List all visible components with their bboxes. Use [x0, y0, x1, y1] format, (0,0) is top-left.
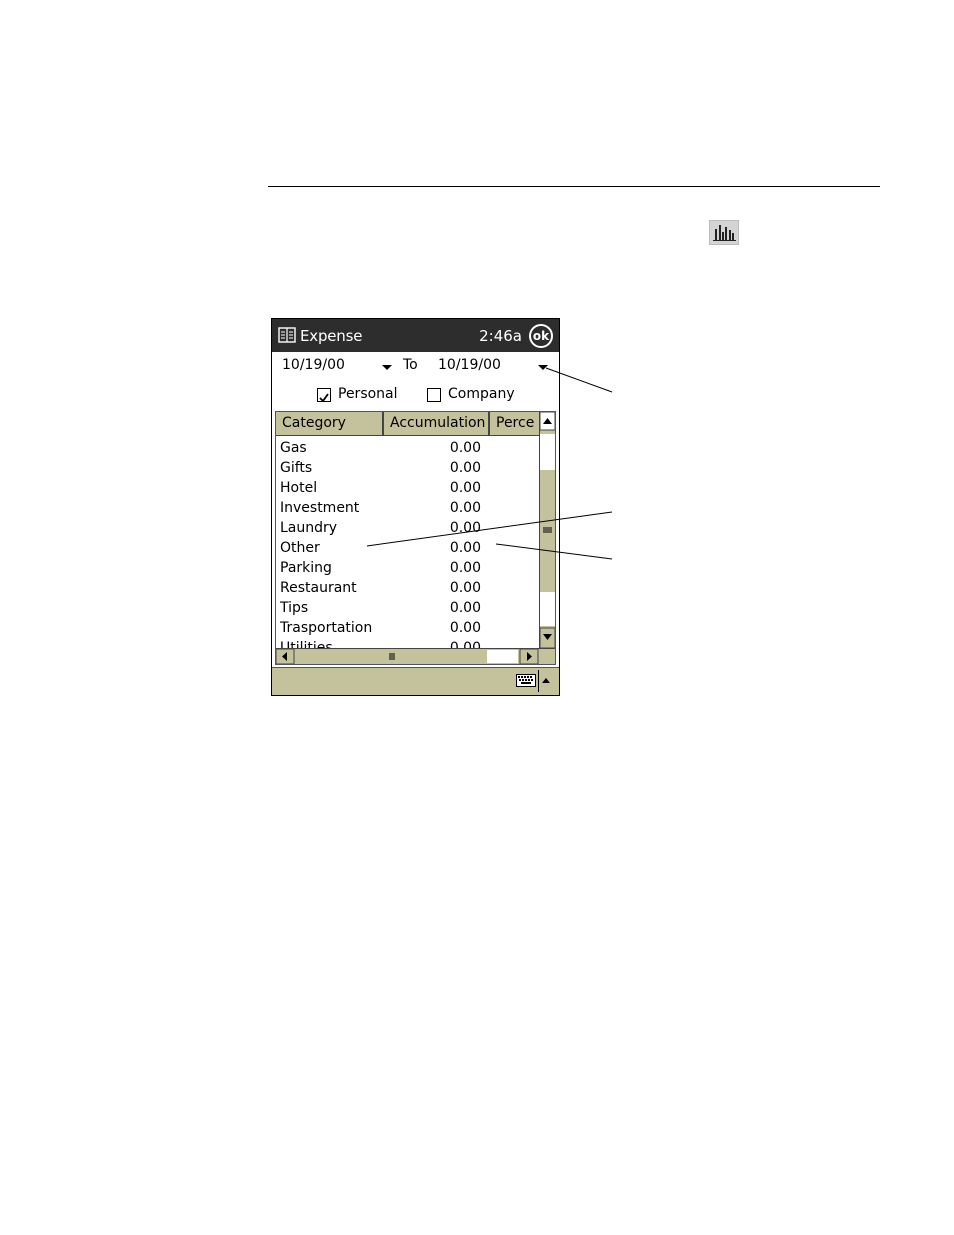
ok-button[interactable]: ok	[529, 324, 553, 348]
callout-line-value	[496, 544, 612, 559]
row-category: Trasportation	[280, 620, 373, 636]
row-category: Restaurant	[280, 580, 357, 596]
callout-line-date	[546, 368, 612, 392]
to-label: To	[403, 357, 418, 373]
row-accumulation: 0.00	[449, 600, 481, 616]
row-category: Parking	[280, 560, 332, 576]
row-accumulation: 0.00	[449, 480, 481, 496]
row-category: Hotel	[280, 480, 318, 496]
row-category: Other	[280, 540, 320, 556]
column-header-category[interactable]: Category	[276, 412, 384, 436]
row-accumulation: 0.00	[449, 560, 481, 576]
callout-line-category	[367, 512, 612, 546]
company-label: Company	[448, 386, 515, 402]
row-category: Gifts	[280, 460, 313, 476]
clock[interactable]: 2:46a	[479, 327, 522, 345]
from-date-field[interactable]: 10/19/00	[282, 357, 345, 373]
row-accumulation: 0.00	[449, 500, 481, 516]
column-header-accumulation[interactable]: Accumulation	[384, 412, 490, 436]
to-date-field[interactable]: 10/19/00	[438, 357, 501, 373]
row-accumulation: 0.00	[449, 520, 481, 536]
app-title: Expense	[300, 327, 363, 345]
row-accumulation: 0.00	[449, 540, 481, 556]
column-header-percent[interactable]: Perce	[490, 412, 540, 436]
row-accumulation: 0.00	[449, 580, 481, 596]
row-accumulation: 0.00	[449, 460, 481, 476]
row-category: Tips	[280, 600, 309, 616]
row-category: Laundry	[280, 520, 338, 536]
row-category: Gas	[280, 440, 307, 456]
row-accumulation: 0.00	[449, 620, 481, 636]
row-accumulation: 0.00	[449, 440, 481, 456]
personal-label: Personal	[338, 386, 398, 402]
row-category: Investment	[280, 500, 360, 516]
